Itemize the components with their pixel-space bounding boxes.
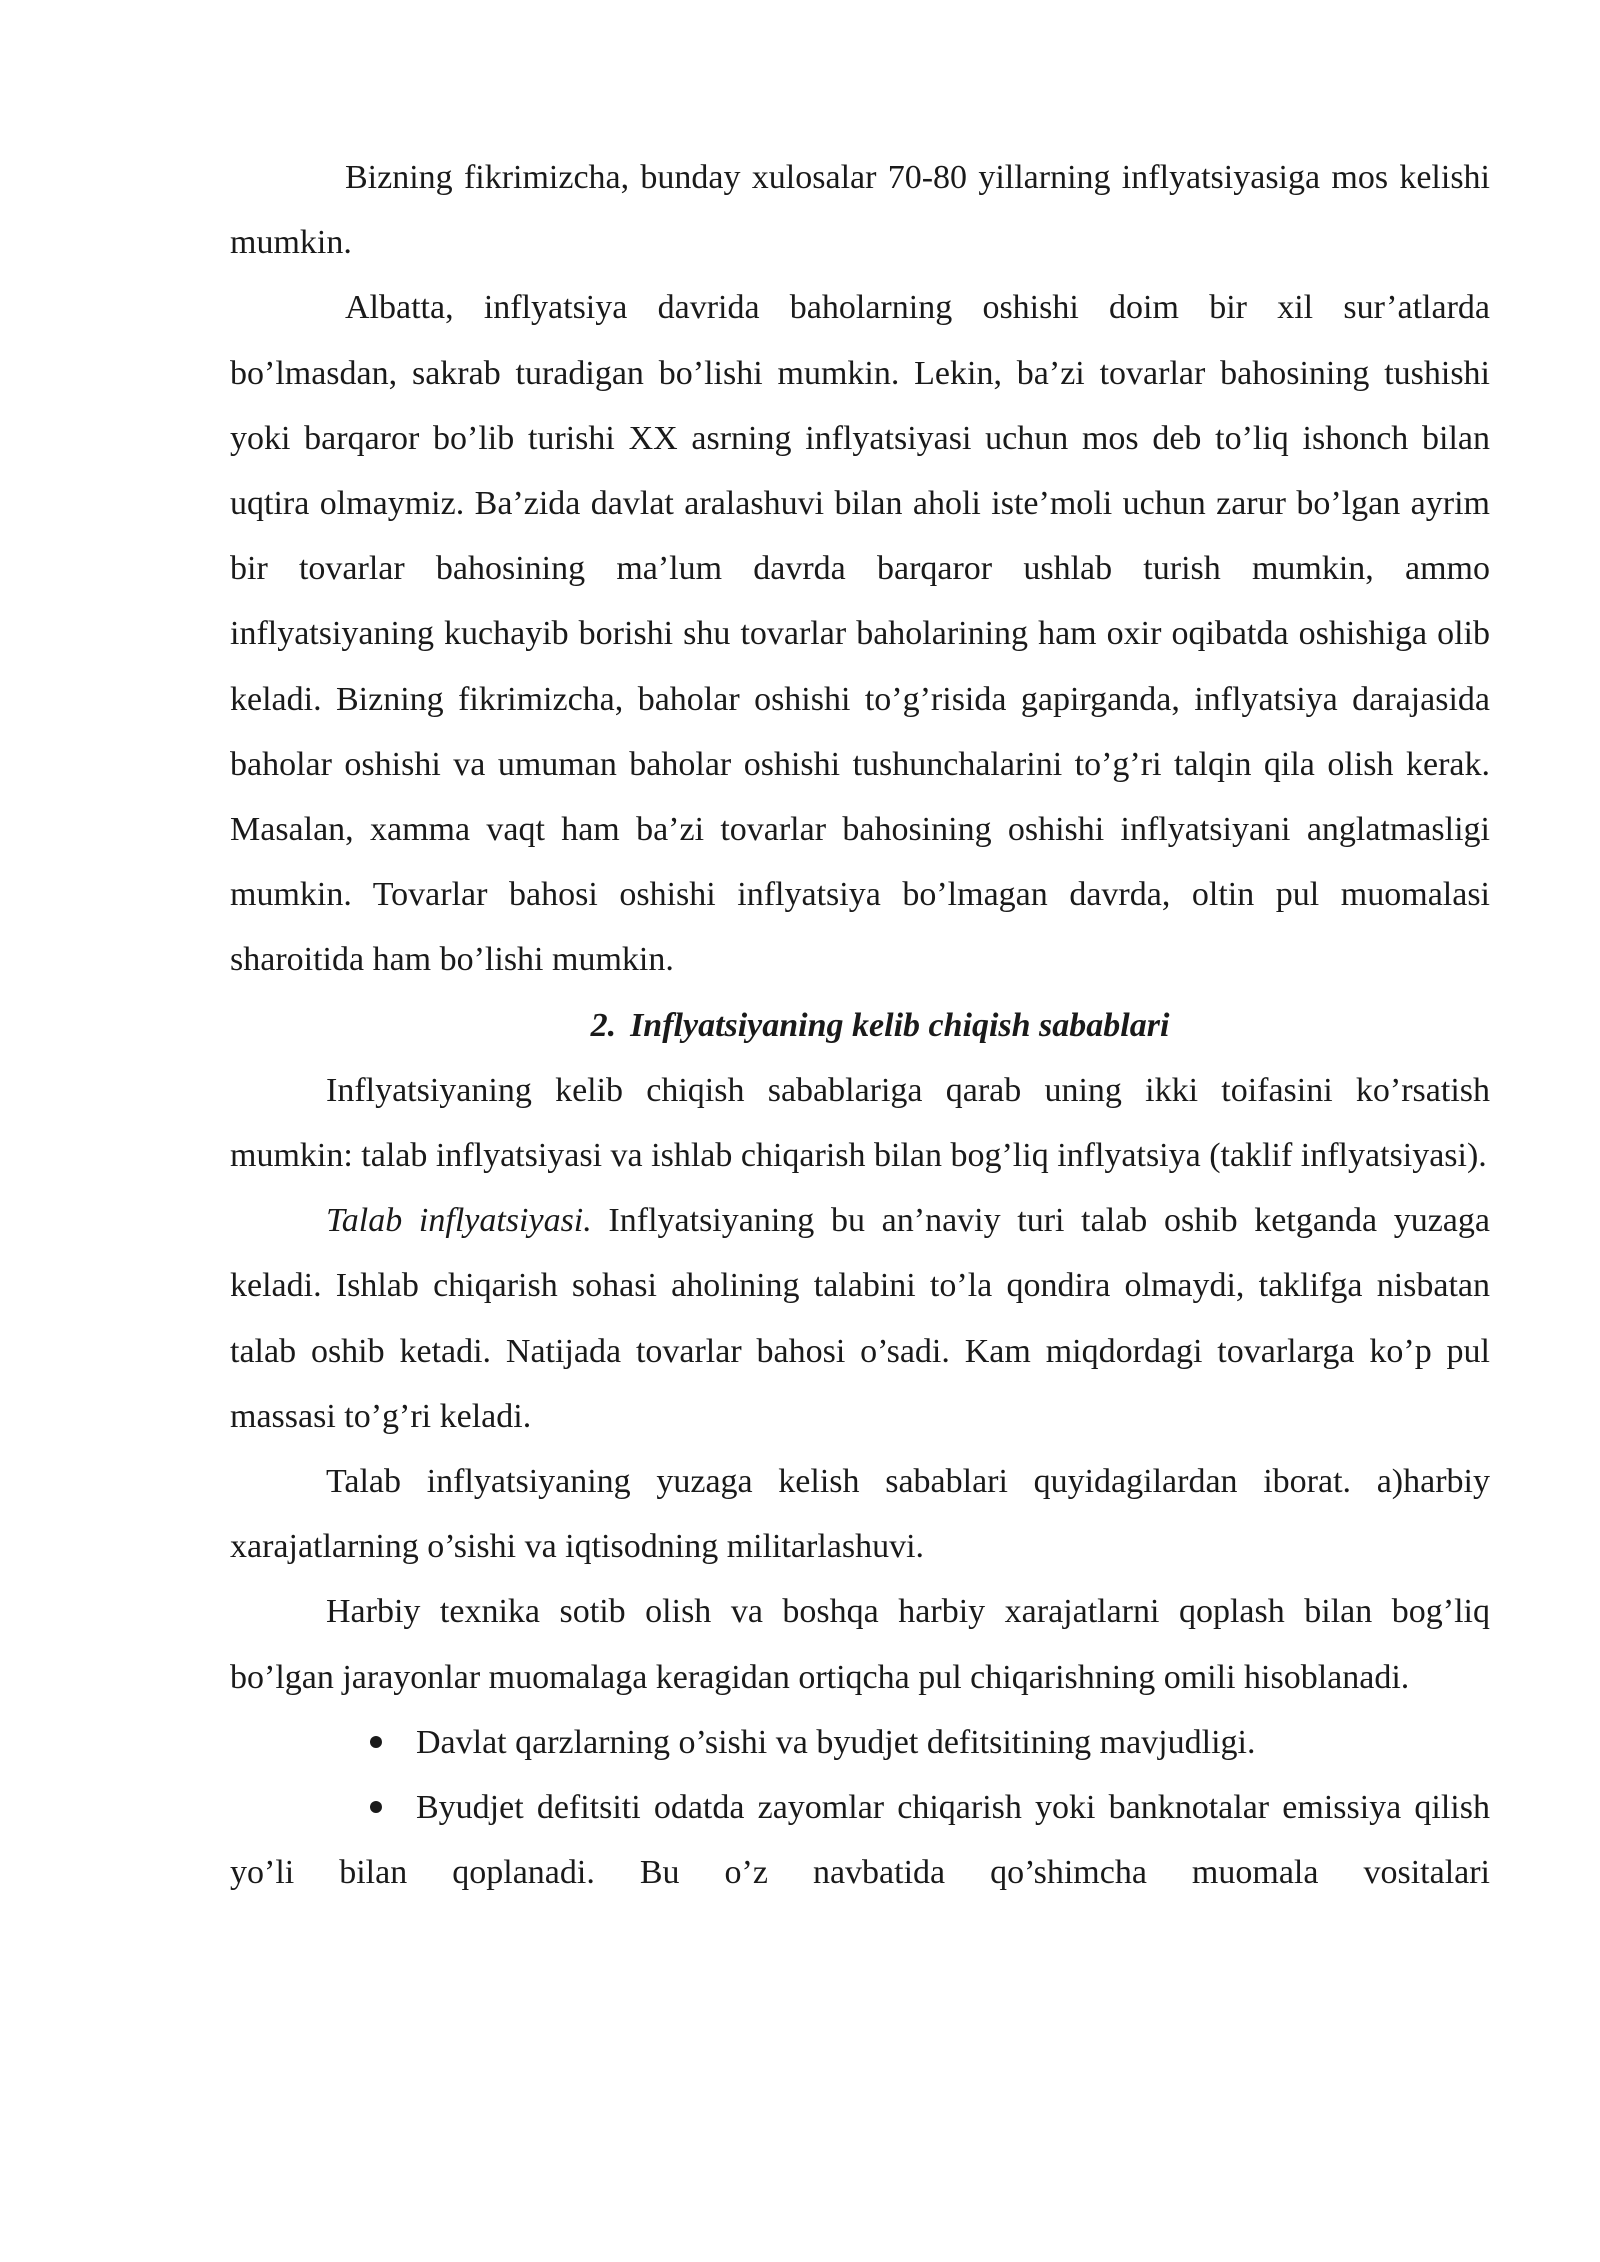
section-heading [230, 993, 1490, 1058]
document-body [230, 145, 1490, 1905]
bullet-item [230, 1710, 1490, 1775]
demand-inflation-text: Inflyatsiyaning bu an’naviy turi talab oshib ketganda yuzaga keladi. Ishlab chiqarish sohasi aholining talabini to’la qondira olmaydi, taklifga nisbatan talab oshib ketadi. Natijada tovarlar bahosi o’sadi. Kam miqdordagi tovarlarga ko’p pul massasi to’g’ri keladi. [230, 1202, 1490, 1435]
bullet-item-text: Davlat qarzlarning o’sishi va byudjet defitsitining mavjudligi. [416, 1723, 1256, 1761]
demand-inflation-term: Talab inflyatsiyasi. [326, 1202, 592, 1240]
section-heading-number: 2. [590, 1006, 617, 1044]
bullet-dot-icon [370, 1710, 416, 1775]
paragraph-conclusion: Bizning fikrimizcha, bunday xulosalar 70-80 yillarning inflyatsiyasiga mos kelishi mumkin. [230, 159, 1490, 262]
paragraph-military-spending: Harbiy texnika sotib olish va boshqa harbiy xarajatlarni qoplash bilan bog’liq bo’lgan jarayonlar muomalaga keragidan ortiqcha pul chiqarishning omili hisoblanadi. [230, 1593, 1490, 1696]
paragraph-inflation-types: Inflyatsiyaning kelib chiqish sabablariga qarab uning ikki toifasini ko’rsatish mumkin: talab inflyatsiyasi va ishlab chiqarish bilan bog’liq inflyatsiya (taklif inflyatsiyasi). [230, 1071, 1490, 1175]
bullet-item-text: Byudjet defitsiti odatda zayomlar chiqarish yoki banknotalar emissiya qilish yo’li bilan qoplanadi. Bu o’z navbatida qo’shimcha muomala vositalari [230, 1789, 1490, 1892]
bullet-item [230, 1775, 1490, 1905]
paragraph-price-dynamics: Albatta, inflyatsiya davrida baholarning oshishi doim bir xil sur’atlarda bo’lmasdan, sakrab turadigan bo’lishi mumkin. Lekin, ba’zi tovarlar bahosining tushishi yoki barqaror bo’lib turishi XX asrning inflyatsiyasi uchun mos deb to’liq ishonch bilan uqtira olmaymiz. Ba’zida davlat aralashuvi bilan aholi iste’moli uchun zarur bo’lgan ayrim bir tovarlar bahosining ma’lum davrda barqaror ushlab turish mumkin, ammo inflyatsiyaning kuchayib borishi shu tovarlar baholarining ham oxir oqibatda oshishiga olib keladi. Bizning fikrimizcha, baholar oshishi to’g’risida gapirganda, inflyatsiya darajasida baholar oshishi va umuman baholar oshishi tushunchalarini to’g’ri talqin qila olish kerak. Masalan, xamma vaqt ham ba’zi tovarlar bahosining oshishi inflyatsiyani anglatmasligi mumkin. Tovarlar bahosi oshishi inflyatsiya bo’lmagan davrda, oltin pul muomalasi sharoitida ham bo’lishi mumkin. [230, 289, 1490, 979]
paragraph-demand-causes: Talab inflyatsiyaning yuzaga kelish sabablari quyidagilardan iborat. a)harbiy xarajatlarning o’sishi va iqtisodning militarlashuvi. [230, 1463, 1490, 1566]
paragraph-demand-inflation [230, 1188, 1490, 1449]
bullet-dot-icon [370, 1775, 416, 1840]
section-heading-title: Inflyatsiyaning kelib chiqish sabablari [630, 1006, 1170, 1044]
